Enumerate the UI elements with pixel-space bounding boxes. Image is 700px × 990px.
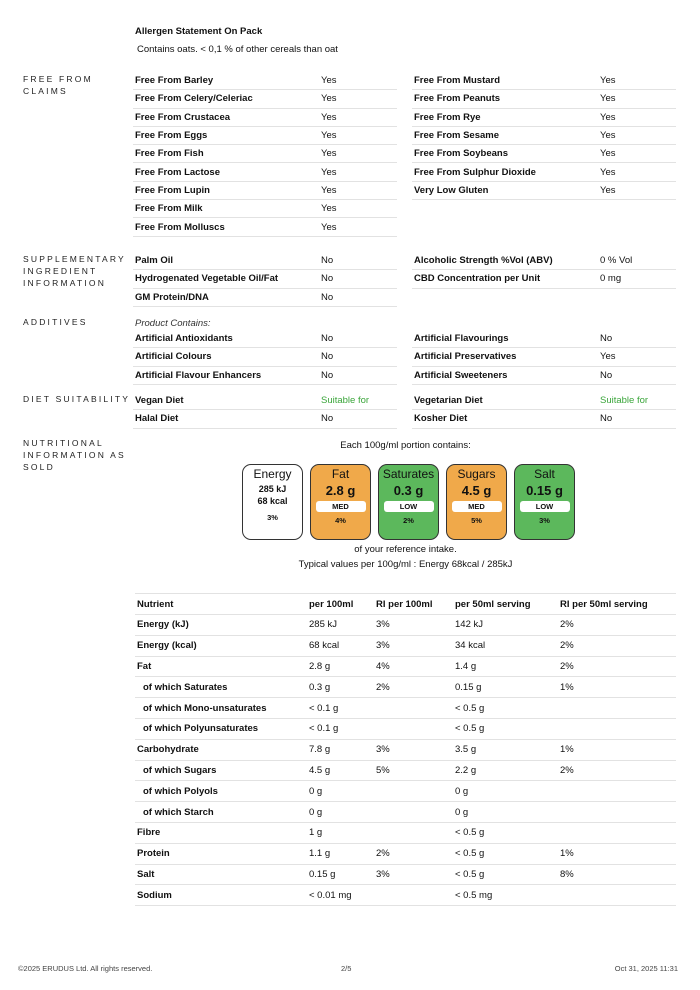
attribute-value: Yes bbox=[321, 111, 337, 123]
attribute-name: Free From Crustacea bbox=[135, 111, 231, 123]
table-cell: 1% bbox=[558, 739, 676, 760]
table-cell bbox=[374, 802, 453, 823]
attribute-row bbox=[412, 330, 676, 348]
traffic-salt-level: LOW bbox=[520, 501, 570, 512]
table-cell: 1% bbox=[558, 677, 676, 698]
nutrient-name: Energy (kcal) bbox=[135, 635, 307, 656]
attribute-row bbox=[412, 367, 676, 385]
attribute-value: No bbox=[321, 369, 334, 381]
attribute-value: No bbox=[600, 413, 613, 425]
attribute-name: Artificial Antioxidants bbox=[135, 333, 233, 345]
attribute-name: Artificial Sweeteners bbox=[414, 369, 508, 381]
attribute-name: Free From Molluscs bbox=[135, 221, 225, 233]
attribute-name: Artificial Flavourings bbox=[414, 333, 509, 345]
attribute-name: Halal Diet bbox=[135, 413, 179, 425]
attribute-row bbox=[412, 252, 676, 270]
nutrient-name: Sodium bbox=[135, 885, 307, 906]
attribute-row bbox=[133, 163, 397, 181]
table-cell bbox=[374, 781, 453, 802]
section-label-line: CLAIMS bbox=[23, 86, 68, 96]
attribute-value: Yes bbox=[321, 166, 337, 178]
table-cell: < 0.5 g bbox=[453, 822, 558, 843]
attribute-name: Vegan Diet bbox=[135, 395, 184, 407]
table-row bbox=[135, 864, 676, 885]
attribute-name: Free From Soybeans bbox=[414, 148, 508, 160]
attribute-value: 0 mg bbox=[600, 273, 622, 285]
nutrient-name: of which Saturates bbox=[135, 677, 307, 698]
traffic-salt-pct: 3% bbox=[539, 516, 550, 525]
table-cell: 3% bbox=[374, 635, 453, 656]
nutrition-table bbox=[135, 593, 676, 906]
attribute-value: Suitable for bbox=[321, 395, 370, 407]
table-cell: 285 kJ bbox=[307, 615, 374, 636]
section-label-line: INFORMATION bbox=[23, 278, 107, 288]
attribute-value: No bbox=[321, 413, 334, 425]
attribute-value: Suitable for bbox=[600, 395, 649, 407]
attribute-value: No bbox=[321, 351, 334, 363]
attribute-name: Hydrogenated Vegetable Oil/Fat bbox=[135, 273, 279, 285]
attribute-name: Free From Sesame bbox=[414, 130, 500, 142]
nutrition-table-body bbox=[135, 615, 676, 906]
table-cell: < 0.5 mg bbox=[453, 885, 558, 906]
attribute-row bbox=[133, 330, 397, 348]
attribute-name: CBD Concentration per Unit bbox=[414, 273, 541, 285]
table-cell: 68 kcal bbox=[307, 635, 374, 656]
table-cell: 2% bbox=[558, 760, 676, 781]
table-row bbox=[135, 698, 676, 719]
nutrient-name: of which Mono-unsaturates bbox=[135, 698, 307, 719]
attribute-row bbox=[412, 145, 676, 163]
table-cell: 2.8 g bbox=[307, 656, 374, 677]
attribute-name: Free From Fish bbox=[135, 148, 204, 160]
traffic-fat-value: 2.8 g bbox=[325, 483, 356, 498]
traffic-saturates-name: Saturates bbox=[382, 467, 435, 481]
attribute-name: Artificial Flavour Enhancers bbox=[135, 369, 262, 381]
allergen-text: Contains oats. < 0,1 % of other cereals than oat bbox=[137, 44, 338, 55]
attribute-value: Yes bbox=[321, 203, 337, 215]
table-cell: 5% bbox=[374, 760, 453, 781]
attribute-value: Yes bbox=[321, 75, 337, 87]
supplementary-left bbox=[133, 252, 397, 307]
table-cell: 2% bbox=[558, 615, 676, 636]
attribute-row bbox=[133, 200, 397, 218]
table-cell bbox=[374, 698, 453, 719]
attribute-name: Alcoholic Strength %Vol (ABV) bbox=[414, 255, 553, 267]
col-header: Nutrient bbox=[135, 594, 307, 615]
table-row bbox=[135, 739, 676, 760]
attribute-row bbox=[412, 182, 676, 200]
section-label-line: NUTRITIONAL bbox=[23, 438, 104, 448]
table-cell: 4.5 g bbox=[307, 760, 374, 781]
table-cell: 0.15 g bbox=[453, 677, 558, 698]
attribute-name: Artificial Colours bbox=[135, 351, 212, 363]
table-row bbox=[135, 843, 676, 864]
section-label-free-from bbox=[23, 73, 93, 97]
table-cell: 0 g bbox=[453, 781, 558, 802]
table-cell: 0.3 g bbox=[307, 677, 374, 698]
table-cell: 3% bbox=[374, 739, 453, 760]
traffic-saturates-level: LOW bbox=[384, 501, 434, 512]
traffic-fat-pct: 4% bbox=[335, 516, 346, 525]
table-cell: < 0.01 mg bbox=[307, 885, 374, 906]
traffic-sugars-name: Sugars bbox=[457, 467, 496, 481]
attribute-name: Vegetarian Diet bbox=[414, 395, 483, 407]
attribute-name: Free From Lactose bbox=[135, 166, 220, 178]
table-cell bbox=[558, 718, 676, 739]
table-cell: 7.8 g bbox=[307, 739, 374, 760]
attribute-row bbox=[133, 392, 397, 410]
traffic-sugars bbox=[446, 464, 507, 540]
attribute-name: Free From Rye bbox=[414, 111, 481, 123]
attribute-row bbox=[133, 410, 397, 428]
attribute-value: No bbox=[321, 255, 334, 267]
traffic-saturates bbox=[378, 464, 439, 540]
attribute-name: Kosher Diet bbox=[414, 413, 468, 425]
attribute-name: Free From Lupin bbox=[135, 184, 210, 196]
table-cell: < 0.1 g bbox=[307, 698, 374, 719]
table-row bbox=[135, 885, 676, 906]
nutrient-name: of which Polyols bbox=[135, 781, 307, 802]
attribute-row bbox=[412, 392, 676, 410]
attribute-row bbox=[412, 410, 676, 428]
attribute-value: Yes bbox=[600, 166, 616, 178]
footer-timestamp: Oct 31, 2025 11:31 bbox=[614, 964, 678, 973]
allergen-title: Allergen Statement On Pack bbox=[135, 26, 263, 37]
nutrient-name: Protein bbox=[135, 843, 307, 864]
nutrient-name: of which Polyunsaturates bbox=[135, 718, 307, 739]
attribute-row bbox=[133, 252, 397, 270]
attribute-row bbox=[412, 90, 676, 108]
attribute-value: No bbox=[321, 333, 334, 345]
section-label-nutrition bbox=[23, 437, 126, 473]
table-cell: 2% bbox=[374, 843, 453, 864]
nutrient-name: Salt bbox=[135, 864, 307, 885]
attribute-value: No bbox=[321, 291, 334, 303]
additives-grid bbox=[133, 330, 676, 385]
product-contains-label: Product Contains: bbox=[135, 318, 211, 329]
attribute-row bbox=[133, 109, 397, 127]
attribute-row bbox=[133, 182, 397, 200]
traffic-salt bbox=[514, 464, 575, 540]
table-cell: < 0.1 g bbox=[307, 718, 374, 739]
attribute-value: Yes bbox=[321, 148, 337, 160]
traffic-energy-kj: 285 kJ bbox=[258, 484, 287, 494]
attribute-row bbox=[412, 72, 676, 90]
traffic-energy bbox=[242, 464, 303, 540]
traffic-sugars-level: MED bbox=[452, 501, 502, 512]
attribute-value: Yes bbox=[600, 93, 616, 105]
table-cell: 1.4 g bbox=[453, 656, 558, 677]
section-label-line: INGREDIENT bbox=[23, 266, 98, 276]
table-cell bbox=[558, 698, 676, 719]
table-cell bbox=[374, 885, 453, 906]
footer-page-number: 2/5 bbox=[341, 964, 352, 973]
table-cell bbox=[558, 885, 676, 906]
attribute-row bbox=[133, 270, 397, 288]
diet-right bbox=[412, 392, 676, 429]
attribute-row bbox=[133, 367, 397, 385]
attribute-value: 0 % Vol bbox=[600, 255, 633, 267]
table-row bbox=[135, 781, 676, 802]
table-cell: 2.2 g bbox=[453, 760, 558, 781]
attribute-name: Free From Sulphur Dioxide bbox=[414, 166, 536, 178]
attribute-value: Yes bbox=[321, 221, 337, 233]
table-cell: 1% bbox=[558, 843, 676, 864]
attribute-row bbox=[133, 127, 397, 145]
typical-values-text: Typical values per 100g/ml : Energy 68kcal / 285kJ bbox=[298, 559, 513, 570]
table-row bbox=[135, 635, 676, 656]
supplementary-grid bbox=[133, 252, 676, 307]
attribute-row bbox=[133, 218, 397, 236]
attribute-row bbox=[133, 72, 397, 90]
attribute-value: No bbox=[600, 369, 613, 381]
section-label-diet: DIET SUITABILITY bbox=[23, 394, 131, 404]
attribute-value: Yes bbox=[600, 111, 616, 123]
col-header: per 100ml bbox=[307, 594, 374, 615]
table-cell bbox=[374, 718, 453, 739]
table-cell: 3.5 g bbox=[453, 739, 558, 760]
table-cell: 2% bbox=[558, 635, 676, 656]
table-row bbox=[135, 822, 676, 843]
traffic-salt-value: 0.15 g bbox=[526, 483, 563, 498]
attribute-name: Artificial Preservatives bbox=[414, 351, 517, 363]
attribute-name: Free From Barley bbox=[135, 75, 214, 87]
table-row bbox=[135, 718, 676, 739]
section-label-line: FREE FROM bbox=[23, 74, 93, 84]
portion-text: Each 100g/ml portion contains: bbox=[340, 440, 471, 451]
attribute-name: Free From Peanuts bbox=[414, 93, 501, 105]
attribute-row bbox=[133, 90, 397, 108]
table-cell: 4% bbox=[374, 656, 453, 677]
attribute-row bbox=[412, 348, 676, 366]
traffic-sugars-pct: 5% bbox=[471, 516, 482, 525]
reference-intake-text: of your reference intake. bbox=[354, 544, 457, 555]
attribute-row bbox=[133, 289, 397, 307]
col-header: RI per 100ml bbox=[374, 594, 453, 615]
attribute-row bbox=[133, 145, 397, 163]
traffic-saturates-pct: 2% bbox=[403, 516, 414, 525]
additives-left bbox=[133, 330, 397, 385]
attribute-row bbox=[412, 270, 676, 288]
nutrition-table-header bbox=[135, 594, 676, 615]
attribute-value: Yes bbox=[600, 184, 616, 196]
attribute-value: Yes bbox=[600, 75, 616, 87]
traffic-fat-level: MED bbox=[316, 501, 366, 512]
nutrient-name: of which Starch bbox=[135, 802, 307, 823]
additives-right bbox=[412, 330, 676, 385]
table-cell: 2% bbox=[558, 656, 676, 677]
attribute-row bbox=[412, 127, 676, 145]
attribute-name: Free From Mustard bbox=[414, 75, 501, 87]
table-cell: < 0.5 g bbox=[453, 698, 558, 719]
free-from-right bbox=[412, 72, 676, 237]
nutrient-name: of which Sugars bbox=[135, 760, 307, 781]
diet-left bbox=[133, 392, 397, 429]
traffic-energy-name: Energy bbox=[253, 467, 292, 481]
table-cell: 3% bbox=[374, 864, 453, 885]
diet-grid bbox=[133, 392, 676, 429]
attribute-name: Very Low Gluten bbox=[414, 184, 489, 196]
supplementary-right bbox=[412, 252, 676, 307]
traffic-salt-name: Salt bbox=[534, 467, 555, 481]
section-label-line: SUPPLEMENTARY bbox=[23, 254, 126, 264]
table-cell bbox=[558, 802, 676, 823]
allergen-statement bbox=[135, 26, 338, 55]
table-cell: < 0.5 g bbox=[453, 864, 558, 885]
traffic-fat bbox=[310, 464, 371, 540]
traffic-light-label bbox=[242, 464, 575, 540]
table-cell: 0.15 g bbox=[307, 864, 374, 885]
table-cell: 1 g bbox=[307, 822, 374, 843]
table-cell bbox=[558, 822, 676, 843]
attribute-row bbox=[133, 348, 397, 366]
attribute-name: Free From Milk bbox=[135, 203, 203, 215]
table-cell: 0 g bbox=[453, 802, 558, 823]
free-from-grid bbox=[133, 72, 676, 237]
table-cell: 8% bbox=[558, 864, 676, 885]
traffic-energy-kcal: 68 kcal bbox=[257, 496, 288, 506]
table-cell bbox=[558, 781, 676, 802]
section-label-additives: ADDITIVES bbox=[23, 317, 88, 327]
footer-copyright: ©2025 ERUDUS Ltd. All rights reserved. bbox=[18, 964, 153, 973]
attribute-name: GM Protein/DNA bbox=[135, 291, 209, 303]
attribute-value: Yes bbox=[321, 93, 337, 105]
table-cell: 0 g bbox=[307, 781, 374, 802]
table-row bbox=[135, 677, 676, 698]
section-label-line: INFORMATION AS bbox=[23, 450, 126, 460]
traffic-fat-name: Fat bbox=[331, 467, 350, 481]
table-cell: 0 g bbox=[307, 802, 374, 823]
nutrient-name: Fat bbox=[135, 656, 307, 677]
attribute-row bbox=[412, 109, 676, 127]
table-row bbox=[135, 615, 676, 636]
attribute-value: No bbox=[600, 333, 613, 345]
attribute-name: Free From Eggs bbox=[135, 130, 208, 142]
table-cell bbox=[374, 822, 453, 843]
table-cell: 34 kcal bbox=[453, 635, 558, 656]
free-from-left bbox=[133, 72, 397, 237]
nutrient-name: Energy (kJ) bbox=[135, 615, 307, 636]
table-cell: 3% bbox=[374, 615, 453, 636]
attribute-name: Palm Oil bbox=[135, 255, 174, 267]
col-header: per 50ml serving bbox=[453, 594, 558, 615]
attribute-value: No bbox=[321, 273, 334, 285]
attribute-value: Yes bbox=[321, 130, 337, 142]
table-row bbox=[135, 656, 676, 677]
section-label-supplementary bbox=[23, 253, 126, 289]
attribute-value: Yes bbox=[600, 351, 616, 363]
nutrient-name: Fibre bbox=[135, 822, 307, 843]
section-label-line: SOLD bbox=[23, 462, 55, 472]
table-cell: < 0.5 g bbox=[453, 718, 558, 739]
attribute-value: Yes bbox=[600, 130, 616, 142]
table-cell: 142 kJ bbox=[453, 615, 558, 636]
table-cell: 2% bbox=[374, 677, 453, 698]
nutrient-name: Carbohydrate bbox=[135, 739, 307, 760]
col-header: RI per 50ml serving bbox=[558, 594, 676, 615]
table-cell: 1.1 g bbox=[307, 843, 374, 864]
attribute-value: Yes bbox=[321, 184, 337, 196]
table-row bbox=[135, 760, 676, 781]
table-cell: < 0.5 g bbox=[453, 843, 558, 864]
traffic-energy-pct: 3% bbox=[267, 513, 278, 522]
traffic-saturates-value: 0.3 g bbox=[393, 483, 424, 498]
attribute-name: Free From Celery/Celeriac bbox=[135, 93, 253, 105]
attribute-value: Yes bbox=[600, 148, 616, 160]
traffic-sugars-value: 4.5 g bbox=[461, 483, 492, 498]
attribute-row bbox=[412, 163, 676, 181]
table-row bbox=[135, 802, 676, 823]
